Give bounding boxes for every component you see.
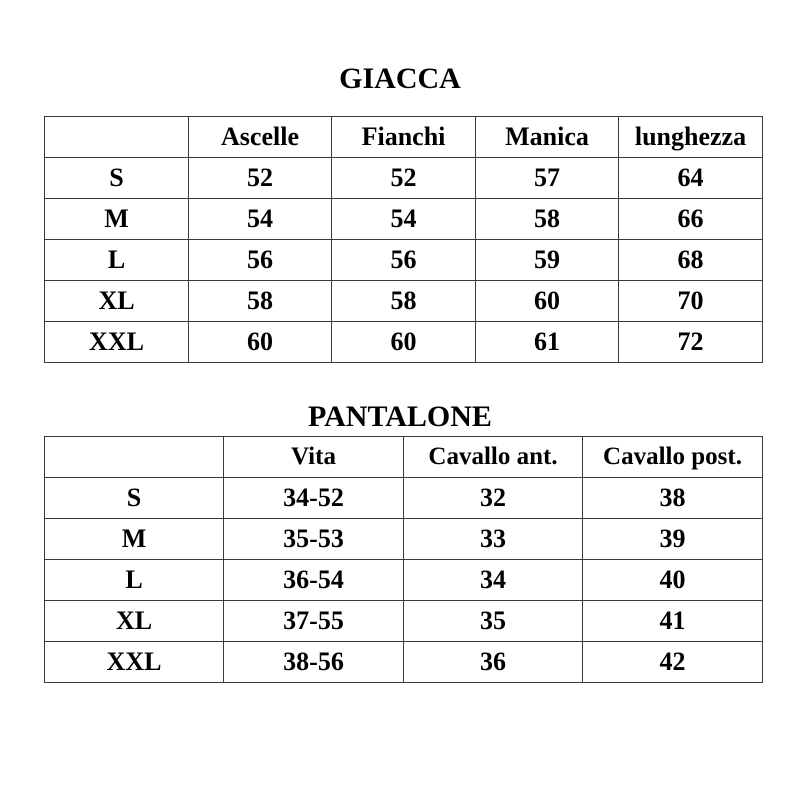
table-cell: 58 [189,281,332,322]
table-cell: 54 [189,199,332,240]
header-cell: Ascelle [189,117,332,158]
table-cell: 34-52 [224,478,404,519]
size-label-cell: L [45,240,189,281]
table-cell: 38-56 [224,642,404,683]
table-cell: 34 [404,560,583,601]
table-cell: 38 [583,478,763,519]
size-label-cell: XL [45,601,224,642]
table-cell: 37-55 [224,601,404,642]
pantalone-title: PANTALONE [308,400,492,433]
table-row [45,322,763,363]
table-cell: 57 [476,158,619,199]
size-label-cell: M [45,199,189,240]
table-cell: 60 [332,322,476,363]
table-cell: 61 [476,322,619,363]
table-cell: 64 [619,158,763,199]
header-cell [45,437,224,478]
table-cell: 33 [404,519,583,560]
table-row [45,478,763,519]
table-cell: 40 [583,560,763,601]
table-row [45,560,763,601]
table-cell: 58 [332,281,476,322]
table-cell: 60 [189,322,332,363]
header-cell: Fianchi [332,117,476,158]
table-cell: 39 [583,519,763,560]
table-cell: 35 [404,601,583,642]
table-cell: 72 [619,322,763,363]
giacca-title: GIACCA [339,62,461,95]
table-cell: 58 [476,199,619,240]
table-row [45,519,763,560]
giacca-size-table [44,116,763,363]
size-label-cell: L [45,560,224,601]
table-cell: 59 [476,240,619,281]
size-label-cell: XL [45,281,189,322]
table-cell: 56 [189,240,332,281]
header-cell [45,117,189,158]
table-cell: 56 [332,240,476,281]
table-cell: 68 [619,240,763,281]
table-header-row [45,437,763,478]
table-cell: 36 [404,642,583,683]
header-cell: Manica [476,117,619,158]
table-row [45,642,763,683]
table-row [45,158,763,199]
size-label-cell: XXL [45,642,224,683]
table-cell: 54 [332,199,476,240]
table-header-row [45,117,763,158]
size-label-cell: M [45,519,224,560]
table-cell: 35-53 [224,519,404,560]
table-cell: 32 [404,478,583,519]
pantalone-size-table [44,436,763,683]
table-cell: 60 [476,281,619,322]
table-row [45,601,763,642]
header-cell: lunghezza [619,117,763,158]
table-cell: 70 [619,281,763,322]
table-cell: 66 [619,199,763,240]
table-cell: 36-54 [224,560,404,601]
table-cell: 42 [583,642,763,683]
table-cell: 41 [583,601,763,642]
table-row [45,199,763,240]
table-cell: 52 [189,158,332,199]
size-label-cell: S [45,478,224,519]
size-label-cell: S [45,158,189,199]
header-cell: Cavallo ant. [404,437,583,478]
table-cell: 52 [332,158,476,199]
table-row [45,281,763,322]
header-cell: Vita [224,437,404,478]
table-row [45,240,763,281]
header-cell: Cavallo post. [583,437,763,478]
size-label-cell: XXL [45,322,189,363]
